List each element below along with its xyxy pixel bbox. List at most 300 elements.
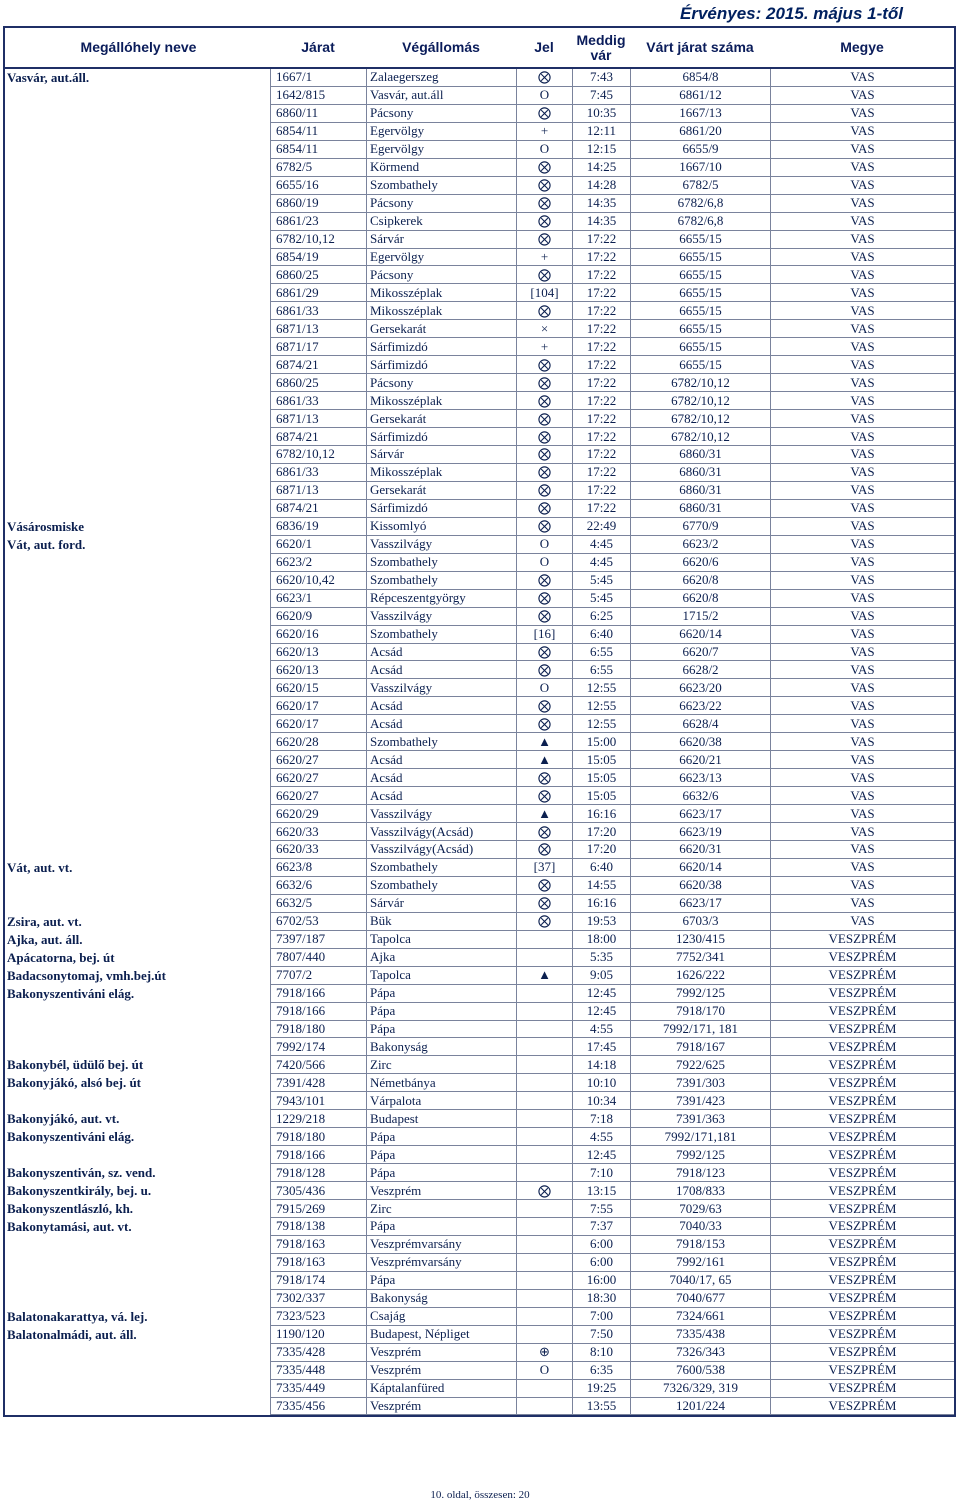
county-cell: VAS [770, 644, 954, 662]
wait-until-time-cell: 7:50 [572, 1326, 630, 1344]
wait-until-time-cell: 13:55 [572, 1398, 630, 1416]
table-row [5, 859, 954, 877]
stop-name-cell [5, 626, 270, 644]
wait-until-time-cell: 15:05 [572, 787, 630, 805]
line-number-cell: 7918/166 [270, 1003, 366, 1021]
wait-until-time-cell: 17:22 [572, 320, 630, 338]
wait-until-time-cell: 17:22 [572, 500, 630, 518]
stop-name-cell [5, 105, 270, 123]
wait-until-time-cell: 17:22 [572, 482, 630, 500]
line-number-cell: 6623/2 [270, 554, 366, 572]
line-number-cell: 6861/33 [270, 392, 366, 410]
awaited-line-cell: 6854/8 [630, 69, 770, 87]
county-cell: VESZPRÉM [770, 1110, 954, 1128]
line-number-cell: 7335/448 [270, 1362, 366, 1380]
stop-name-cell: Bakonyszentiváni elág. [7, 985, 135, 1001]
county-cell: VAS [770, 697, 954, 715]
destination-cell: Sárfimizdó [366, 338, 516, 356]
destination-cell: Acsád [366, 787, 516, 805]
county-cell: VAS [770, 249, 954, 267]
county-cell: VAS [770, 159, 954, 177]
stop-name-cell [5, 1380, 270, 1398]
symbol-cell: O [516, 1362, 572, 1380]
awaited-line-cell: 7324/661 [630, 1308, 770, 1326]
awaited-line-cell: 7992/125 [630, 1146, 770, 1164]
destination-cell: Kissomlyó [366, 518, 516, 536]
county-cell: VAS [770, 626, 954, 644]
county-cell: VAS [770, 913, 954, 931]
county-cell: VAS [770, 769, 954, 787]
county-cell: VESZPRÉM [770, 1218, 954, 1236]
destination-cell: Budapest [366, 1110, 516, 1128]
stop-name-cell [5, 320, 270, 338]
line-number-cell: 6861/23 [270, 213, 366, 231]
destination-cell: Pácsony [366, 105, 516, 123]
county-cell: VAS [770, 410, 954, 428]
destination-cell: Zirc [366, 1200, 516, 1218]
awaited-line-cell: 7918/167 [630, 1038, 770, 1056]
table-row [5, 69, 954, 87]
table-row [5, 697, 954, 715]
destination-cell: Pápa [366, 1021, 516, 1039]
destination-cell: Csipkerek [366, 213, 516, 231]
stop-name-cell [5, 841, 270, 859]
county-cell: VAS [770, 751, 954, 769]
line-number-cell: 7323/523 [270, 1308, 366, 1326]
destination-cell: Szombathely [366, 733, 516, 751]
symbol-cell: [37] [516, 859, 572, 877]
wait-until-time-cell: 12:45 [572, 1146, 630, 1164]
header-wait-until: Meddig vár [576, 31, 626, 63]
line-number-cell: 7707/2 [270, 967, 366, 985]
county-cell: VAS [770, 608, 954, 626]
stop-name-cell [5, 356, 270, 374]
awaited-line-cell: 6860/31 [630, 464, 770, 482]
county-cell: VESZPRÉM [770, 985, 954, 1003]
awaited-line-cell: 6655/15 [630, 249, 770, 267]
awaited-line-cell: 6628/2 [630, 661, 770, 679]
symbol-cell: ▲ [516, 733, 572, 751]
wait-until-time-cell: 10:10 [572, 1074, 630, 1092]
table-row [5, 87, 954, 105]
destination-cell: Várpalota [366, 1092, 516, 1110]
symbol-cell: ⨂ [516, 302, 572, 320]
symbol-cell: O [516, 554, 572, 572]
symbol-cell: ⨂ [516, 841, 572, 859]
table-row [5, 967, 954, 985]
destination-cell: Sárvár [366, 895, 516, 913]
awaited-line-cell: 7326/343 [630, 1344, 770, 1362]
table-row [5, 608, 954, 626]
stop-name-cell [5, 338, 270, 356]
awaited-line-cell: 1708/833 [630, 1182, 770, 1200]
destination-cell: Vasszilvágy(Acsád) [366, 841, 516, 859]
county-cell: VAS [770, 823, 954, 841]
destination-cell: Bakonyság [366, 1038, 516, 1056]
county-cell: VAS [770, 805, 954, 823]
table-row [5, 123, 954, 141]
stop-name-cell [5, 213, 270, 231]
destination-cell: Pápa [366, 985, 516, 1003]
county-cell: VAS [770, 320, 954, 338]
destination-cell: Veszprém [366, 1362, 516, 1380]
symbol-cell [516, 1380, 572, 1398]
line-number-cell: 1667/1 [270, 69, 366, 87]
stop-name-cell [5, 159, 270, 177]
wait-until-time-cell: 17:22 [572, 338, 630, 356]
destination-cell: Gersekarát [366, 320, 516, 338]
destination-cell: Sárfimizdó [366, 356, 516, 374]
table-row [5, 356, 954, 374]
line-number-cell: 6874/21 [270, 500, 366, 518]
wait-until-time-cell: 6:35 [572, 1362, 630, 1380]
wait-until-time-cell: 5:45 [572, 572, 630, 590]
awaited-line-cell: 6655/9 [630, 141, 770, 159]
destination-cell: Káptalanfüred [366, 1380, 516, 1398]
symbol-cell: ⨂ [516, 410, 572, 428]
awaited-line-cell: 6782/5 [630, 177, 770, 195]
destination-cell: Szombathely [366, 859, 516, 877]
county-cell: VAS [770, 302, 954, 320]
wait-until-time-cell: 12:55 [572, 715, 630, 733]
awaited-line-cell: 1201/224 [630, 1398, 770, 1416]
county-cell: VESZPRÉM [770, 1272, 954, 1290]
stop-name-cell [5, 590, 270, 608]
wait-until-time-cell: 13:15 [572, 1182, 630, 1200]
stop-name-cell [5, 805, 270, 823]
destination-cell: Pápa [366, 1164, 516, 1182]
stop-name-cell [5, 1146, 270, 1164]
stop-name-cell: Vát, aut. vt. [7, 859, 73, 875]
stop-name-cell [5, 231, 270, 249]
awaited-line-cell: 1715/2 [630, 608, 770, 626]
line-number-cell: 7918/138 [270, 1218, 366, 1236]
line-number-cell: 7918/166 [270, 1146, 366, 1164]
destination-cell: Vasszilvágy [366, 679, 516, 697]
wait-until-time-cell: 19:53 [572, 913, 630, 931]
wait-until-time-cell: 5:35 [572, 949, 630, 967]
symbol-cell: ⨂ [516, 69, 572, 87]
symbol-cell [516, 1164, 572, 1182]
symbol-cell: ▲ [516, 967, 572, 985]
county-cell: VAS [770, 787, 954, 805]
stop-name-cell [5, 482, 270, 500]
line-number-cell: 6860/25 [270, 266, 366, 284]
county-cell: VAS [770, 231, 954, 249]
stop-name-cell [5, 877, 270, 895]
table-row [5, 733, 954, 751]
symbol-cell [516, 1021, 572, 1039]
awaited-line-cell: 6860/31 [630, 446, 770, 464]
awaited-line-cell: 1667/13 [630, 105, 770, 123]
stop-name-cell [5, 895, 270, 913]
table-row [5, 446, 954, 464]
stop-name-cell [5, 249, 270, 267]
line-number-cell: 6632/5 [270, 895, 366, 913]
symbol-cell: ⨂ [516, 266, 572, 284]
table-row [5, 338, 954, 356]
wait-until-time-cell: 10:34 [572, 1092, 630, 1110]
destination-cell: Németbánya [366, 1074, 516, 1092]
symbol-cell [516, 1218, 572, 1236]
wait-until-time-cell: 16:00 [572, 1272, 630, 1290]
awaited-line-cell: 6655/15 [630, 284, 770, 302]
table-row [5, 931, 954, 949]
symbol-cell [516, 985, 572, 1003]
wait-until-time-cell: 7:37 [572, 1218, 630, 1236]
table-row [5, 769, 954, 787]
wait-until-time-cell: 6:40 [572, 626, 630, 644]
county-cell: VAS [770, 859, 954, 877]
symbol-cell [516, 1056, 572, 1074]
line-number-cell: 6854/11 [270, 123, 366, 141]
destination-cell: Pácsony [366, 195, 516, 213]
wait-until-time-cell: 17:20 [572, 841, 630, 859]
destination-cell: Bük [366, 913, 516, 931]
county-cell: VAS [770, 87, 954, 105]
table-row [5, 841, 954, 859]
stop-name-cell [5, 679, 270, 697]
wait-until-time-cell: 17:22 [572, 428, 630, 446]
stop-name-cell: Ajka, aut. áll. [7, 931, 83, 947]
line-number-cell: 6702/53 [270, 913, 366, 931]
symbol-cell: ⨂ [516, 482, 572, 500]
county-cell: VESZPRÉM [770, 1200, 954, 1218]
stop-name-cell [5, 302, 270, 320]
awaited-line-cell: 7752/341 [630, 949, 770, 967]
wait-until-time-cell: 12:55 [572, 679, 630, 697]
line-number-cell: 7420/566 [270, 1056, 366, 1074]
table-row [5, 1308, 954, 1326]
awaited-line-cell: 7918/123 [630, 1164, 770, 1182]
awaited-line-cell: 6861/12 [630, 87, 770, 105]
county-cell: VAS [770, 428, 954, 446]
county-cell: VESZPRÉM [770, 1056, 954, 1074]
symbol-cell: ⨂ [516, 769, 572, 787]
table-row [5, 428, 954, 446]
county-cell: VAS [770, 374, 954, 392]
table-row [5, 751, 954, 769]
wait-until-time-cell: 14:55 [572, 877, 630, 895]
county-cell: VESZPRÉM [770, 1146, 954, 1164]
destination-cell: Szombathely [366, 626, 516, 644]
table-row [5, 213, 954, 231]
line-number-cell: 6620/28 [270, 733, 366, 751]
county-cell: VAS [770, 679, 954, 697]
county-cell: VESZPRÉM [770, 1362, 954, 1380]
symbol-cell: ⨂ [516, 590, 572, 608]
table-row [5, 464, 954, 482]
destination-cell: Vasszilvágy [366, 536, 516, 554]
table-row [5, 392, 954, 410]
table-row [5, 1003, 954, 1021]
awaited-line-cell: 6623/19 [630, 823, 770, 841]
table-row [5, 1038, 954, 1056]
line-number-cell: 6860/19 [270, 195, 366, 213]
awaited-line-cell: 6620/38 [630, 877, 770, 895]
stop-name-cell [5, 1272, 270, 1290]
county-cell: VAS [770, 877, 954, 895]
symbol-cell: ⨂ [516, 823, 572, 841]
symbol-cell: ⨂ [516, 446, 572, 464]
line-number-cell: 7918/166 [270, 985, 366, 1003]
stop-name-cell [5, 661, 270, 679]
wait-until-time-cell: 4:55 [572, 1021, 630, 1039]
wait-until-time-cell: 4:55 [572, 1128, 630, 1146]
destination-cell: Veszprém [366, 1398, 516, 1416]
line-number-cell: 6620/13 [270, 644, 366, 662]
table-row [5, 1128, 954, 1146]
awaited-line-cell: 6782/6,8 [630, 195, 770, 213]
symbol-cell: ⨂ [516, 697, 572, 715]
stop-name-cell [5, 500, 270, 518]
symbol-cell: ▲ [516, 805, 572, 823]
destination-cell: Szombathely [366, 877, 516, 895]
symbol-cell: × [516, 320, 572, 338]
wait-until-time-cell: 15:05 [572, 769, 630, 787]
wait-until-time-cell: 17:22 [572, 392, 630, 410]
county-cell: VESZPRÉM [770, 1398, 954, 1416]
county-cell: VAS [770, 213, 954, 231]
timetable [3, 26, 956, 1417]
wait-until-time-cell: 14:18 [572, 1056, 630, 1074]
stop-name-cell: Bakonyszentiváni elág. [7, 1129, 135, 1145]
awaited-line-cell: 1230/415 [630, 931, 770, 949]
stop-name-cell: Balatonalmádi, aut. áll. [7, 1326, 137, 1342]
county-cell: VESZPRÉM [770, 1092, 954, 1110]
stop-name-cell: Bakonyszentlászló, kh. [7, 1201, 134, 1217]
stop-name-cell [5, 554, 270, 572]
stop-name-cell: Bakonyjákó, aut. vt. [7, 1111, 120, 1127]
wait-until-time-cell: 12:11 [572, 123, 630, 141]
county-cell: VAS [770, 446, 954, 464]
symbol-cell: O [516, 536, 572, 554]
stop-name-cell [5, 823, 270, 841]
symbol-cell [516, 1200, 572, 1218]
symbol-cell: ⨂ [516, 895, 572, 913]
wait-until-time-cell: 5:45 [572, 590, 630, 608]
symbol-cell: ⊕ [516, 1344, 572, 1362]
table-row [5, 1110, 954, 1128]
awaited-line-cell: 7992/171,181 [630, 1128, 770, 1146]
awaited-line-cell: 6620/8 [630, 572, 770, 590]
line-number-cell: 6620/27 [270, 751, 366, 769]
county-cell: VAS [770, 195, 954, 213]
table-row [5, 1236, 954, 1254]
destination-cell: Acsád [366, 751, 516, 769]
symbol-cell [516, 949, 572, 967]
line-number-cell: 6871/13 [270, 320, 366, 338]
table-row [5, 913, 954, 931]
destination-cell: Gersekarát [366, 482, 516, 500]
symbol-cell: ▲ [516, 751, 572, 769]
awaited-line-cell: 6860/31 [630, 500, 770, 518]
stop-name-cell [5, 1362, 270, 1380]
destination-cell: Acsád [366, 644, 516, 662]
table-row [5, 302, 954, 320]
stop-name-cell: Apácatorna, bej. út [7, 949, 115, 965]
awaited-line-cell: 6620/6 [630, 554, 770, 572]
stop-name-cell: Bakonyszentiván, sz. vend. [7, 1165, 156, 1181]
stop-name-cell [5, 769, 270, 787]
line-number-cell: 7918/180 [270, 1128, 366, 1146]
destination-cell: Pápa [366, 1128, 516, 1146]
stop-name-cell [5, 374, 270, 392]
stop-name-cell [5, 284, 270, 302]
table-row [5, 1344, 954, 1362]
county-cell: VAS [770, 392, 954, 410]
symbol-cell: O [516, 141, 572, 159]
header-stop: Megállóhely neve [80, 39, 197, 55]
table-row [5, 572, 954, 590]
header-line: Járat [301, 39, 335, 55]
county-cell: VAS [770, 661, 954, 679]
table-row [5, 1182, 954, 1200]
awaited-line-cell: 7918/153 [630, 1236, 770, 1254]
line-number-cell: 6871/13 [270, 482, 366, 500]
line-number-cell: 7918/163 [270, 1236, 366, 1254]
wait-until-time-cell: 19:25 [572, 1380, 630, 1398]
awaited-line-cell: 6620/8 [630, 590, 770, 608]
symbol-cell: ⨂ [516, 159, 572, 177]
table-row [5, 249, 954, 267]
symbol-cell: ⨂ [516, 105, 572, 123]
county-cell: VESZPRÉM [770, 1164, 954, 1182]
county-cell: VESZPRÉM [770, 1290, 954, 1308]
awaited-line-cell: 7391/423 [630, 1092, 770, 1110]
stop-name-cell [5, 464, 270, 482]
destination-cell: Veszprémvarsány [366, 1236, 516, 1254]
wait-until-time-cell: 8:10 [572, 1344, 630, 1362]
destination-cell: Egervölgy [366, 123, 516, 141]
symbol-cell: [16] [516, 626, 572, 644]
symbol-cell: ⨂ [516, 1182, 572, 1200]
line-number-cell: 6620/15 [270, 679, 366, 697]
wait-until-time-cell: 17:20 [572, 823, 630, 841]
table-row [5, 284, 954, 302]
header-awaited-line: Várt járat száma [646, 39, 754, 55]
wait-until-time-cell: 7:18 [572, 1110, 630, 1128]
line-number-cell: 7807/440 [270, 949, 366, 967]
line-number-cell: 6854/11 [270, 141, 366, 159]
table-row [5, 679, 954, 697]
wait-until-time-cell: 18:30 [572, 1290, 630, 1308]
wait-until-time-cell: 17:45 [572, 1038, 630, 1056]
wait-until-time-cell: 4:45 [572, 554, 630, 572]
symbol-cell [516, 1128, 572, 1146]
wait-until-time-cell: 17:22 [572, 374, 630, 392]
stop-name-cell [5, 123, 270, 141]
stop-name-cell [5, 715, 270, 733]
symbol-cell: ⨂ [516, 177, 572, 195]
symbol-cell: ⨂ [516, 500, 572, 518]
awaited-line-cell: 6623/17 [630, 895, 770, 913]
awaited-line-cell: 6655/15 [630, 266, 770, 284]
symbol-cell: ⨂ [516, 913, 572, 931]
line-number-cell: 6860/25 [270, 374, 366, 392]
destination-cell: Mikosszéplak [366, 464, 516, 482]
stop-name-cell [5, 446, 270, 464]
stop-name-cell [5, 751, 270, 769]
awaited-line-cell: 6620/38 [630, 733, 770, 751]
wait-until-time-cell: 17:22 [572, 266, 630, 284]
destination-cell: Répceszentgyörgy [366, 590, 516, 608]
stop-name-cell [5, 141, 270, 159]
page-footer: 10. oldal, összesen: 20 [430, 1489, 530, 1501]
table-row [5, 787, 954, 805]
destination-cell: Egervölgy [366, 249, 516, 267]
symbol-cell [516, 1074, 572, 1092]
